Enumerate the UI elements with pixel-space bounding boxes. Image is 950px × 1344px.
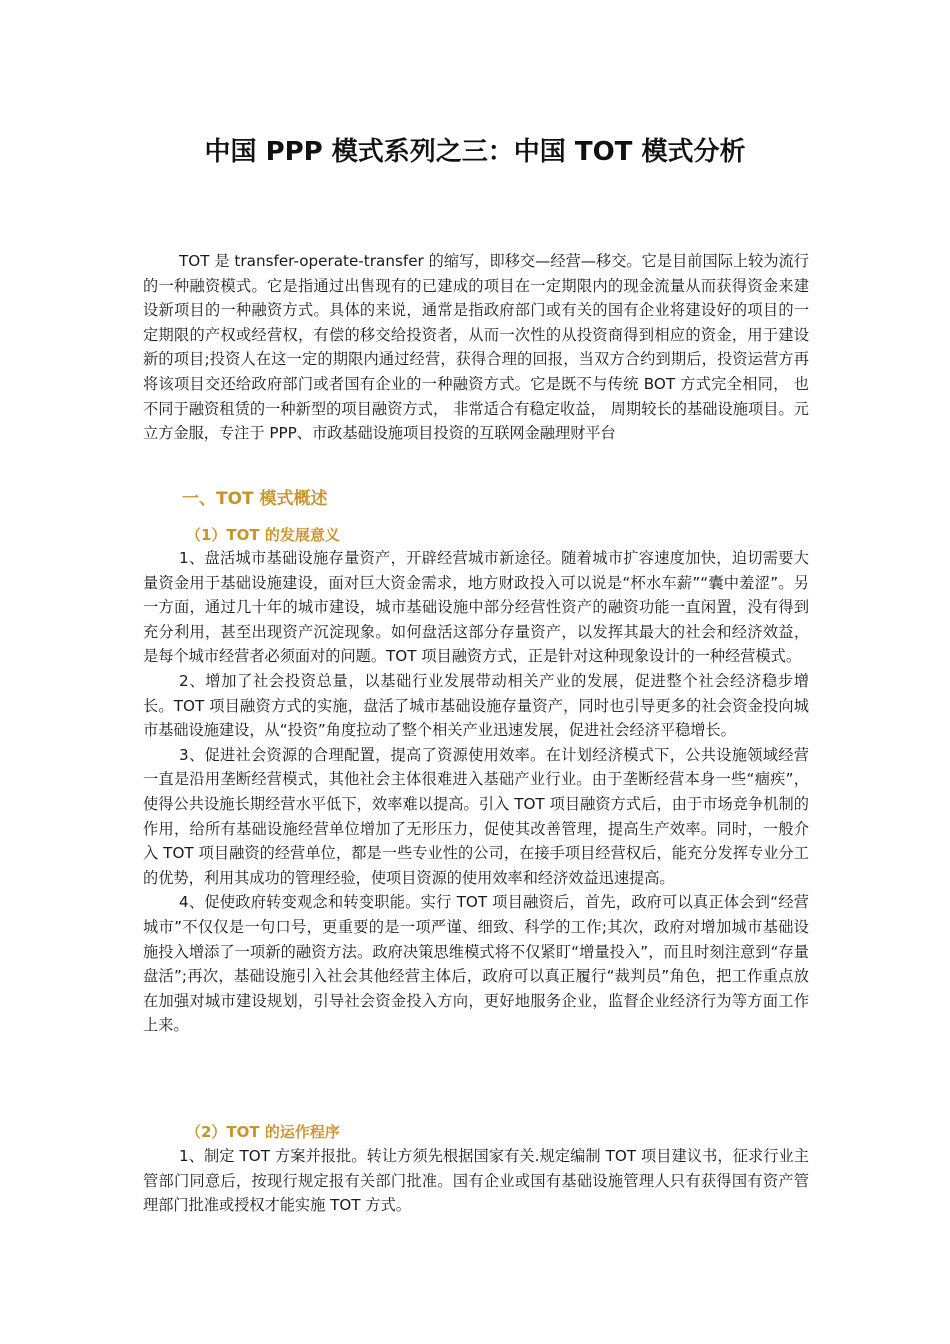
intro-text [143,249,809,446]
paragraph: 2、增加了社会投资总量，以基础行业发展带动相关产业的发展，促进整个社会经济稳步增长。TOT 项目融资方式的实施，盘活了城市基础设施存量资产，同时也引导更多的社会资金投向城市基础设施建设，从“投资”角度拉动了整个相关产业迅速发展，促进社会经济平稳增长。 [143,671,809,740]
intro-paragraph: TOT 是 transfer-operate-transfer 的缩写，即移交—经营—移交。它是目前国际上较为流行的一种融资模式。它是指通过出售现有的已建成的项目在一定期限内的现金流量从而获得资金来建设新项目的一种融资方式。具体的来说，通常是指政府部门或有关的国有企业将建设好的项目的一定期限的产权或经营权，有偿的移交给投资者，从而一次性的从投资商得到相应的资金，用于建设新的项目;投资人在这一定的期限内通过经营，获得合理的回报，当双方合约到期后，投资运营方再将该项目交还给政府部门或者国有企业的一种融资方式。它是既不与传统 BOT 方式完全相同， 也不同于融资租赁的一种新型的项目融资方式， 非常适合有稳定收益， 周期较长的基础设施项目。元立方金服，专注于 PPP、市政基础设施项目投资的互联网金融理财平台 [143,252,809,443]
paragraph: 1、制定 TOT 方案并报批。转让方须先根据国家有关.规定编制 TOT 项目建议书，征求行业主管部门同意后，按现行规定报有关部门批准。国有企业或国有基础设施管理人只有获得国有资产管理部门批准或授权才能实施 TOT 方式。 [143,1147,809,1215]
document-title: 中国 PPP 模式系列之三：中国 TOT 模式分析 [204,137,746,167]
subsection-heading-procedure: （2）TOT 的运作程序 [186,1123,340,1141]
paragraph: 1、盘活城市基础设施存量资产，开辟经营城市新途径。随着城市扩容速度加快，迫切需要大量资金用于基础设施建设，面对巨大资金需求，地方财政投入可以说是“杯水车薪”“囊中羞涩”。另一方面，通过几十年的城市建设，城市基础设施中部分经营性资产的融资功能一直闲置，没有得到充分利用，甚至出现资产沉淀现象。如何盘活这部分存量资产，以发挥其最大的社会和经济效益，是每个城市经营者必须面对的问题。TOT 项目融资方式，正是针对这种现象设计的一种经营模式。 [143,549,809,666]
paragraph: 3、促进社会资源的合理配置，提高了资源使用效率。在计划经济模式下，公共设施领域经营一直是沿用垄断经营模式，其他社会主体很难进入基础产业行业。由于垄断经营本身一些“痼疾”，使得公共设施长期经营水平低下，效率难以提高。引入 TOT 项目融资方式后，由于市场竞争机制的作用，给所有基础设施经营单位增加了无形压力，促使其改善管理，提高生产效率。同时，一般介入 TOT 项目融资的经营单位，都是一些专业性的公司，在接手项目经营权后，能充分发挥专业分工的优势，利用其成功的管理经验，使项目资源的使用效率和经济效益迅速提高。 [143,745,809,887]
significance-text [143,546,809,1038]
subsection-heading-significance: （1）TOT 的发展意义 [186,526,340,544]
section-heading-overview: 一、TOT 模式概述 [182,489,328,509]
paragraph: 4、促使政府转变观念和转变职能。实行 TOT 项目融资后，首先，政府可以真正体会到“经营城市”不仅仅是一句口号，更重要的是一项严谨、细致、科学的工作;其次，政府对增加城市基础设施投入增添了一项新的融资方法。政府决策思维模式将不仅紧盯“增量投入”，而且时刻注意到“存量盘活”;再次，基础设施引入社会其他经营主体后，政府可以真正履行“裁判员”角色，把工作重点放在加强对城市建设规划，引导社会资金投入方向，更好地服务企业，监督企业经济行为等方面工作上来。 [143,893,809,1035]
procedure-text [143,1144,809,1218]
